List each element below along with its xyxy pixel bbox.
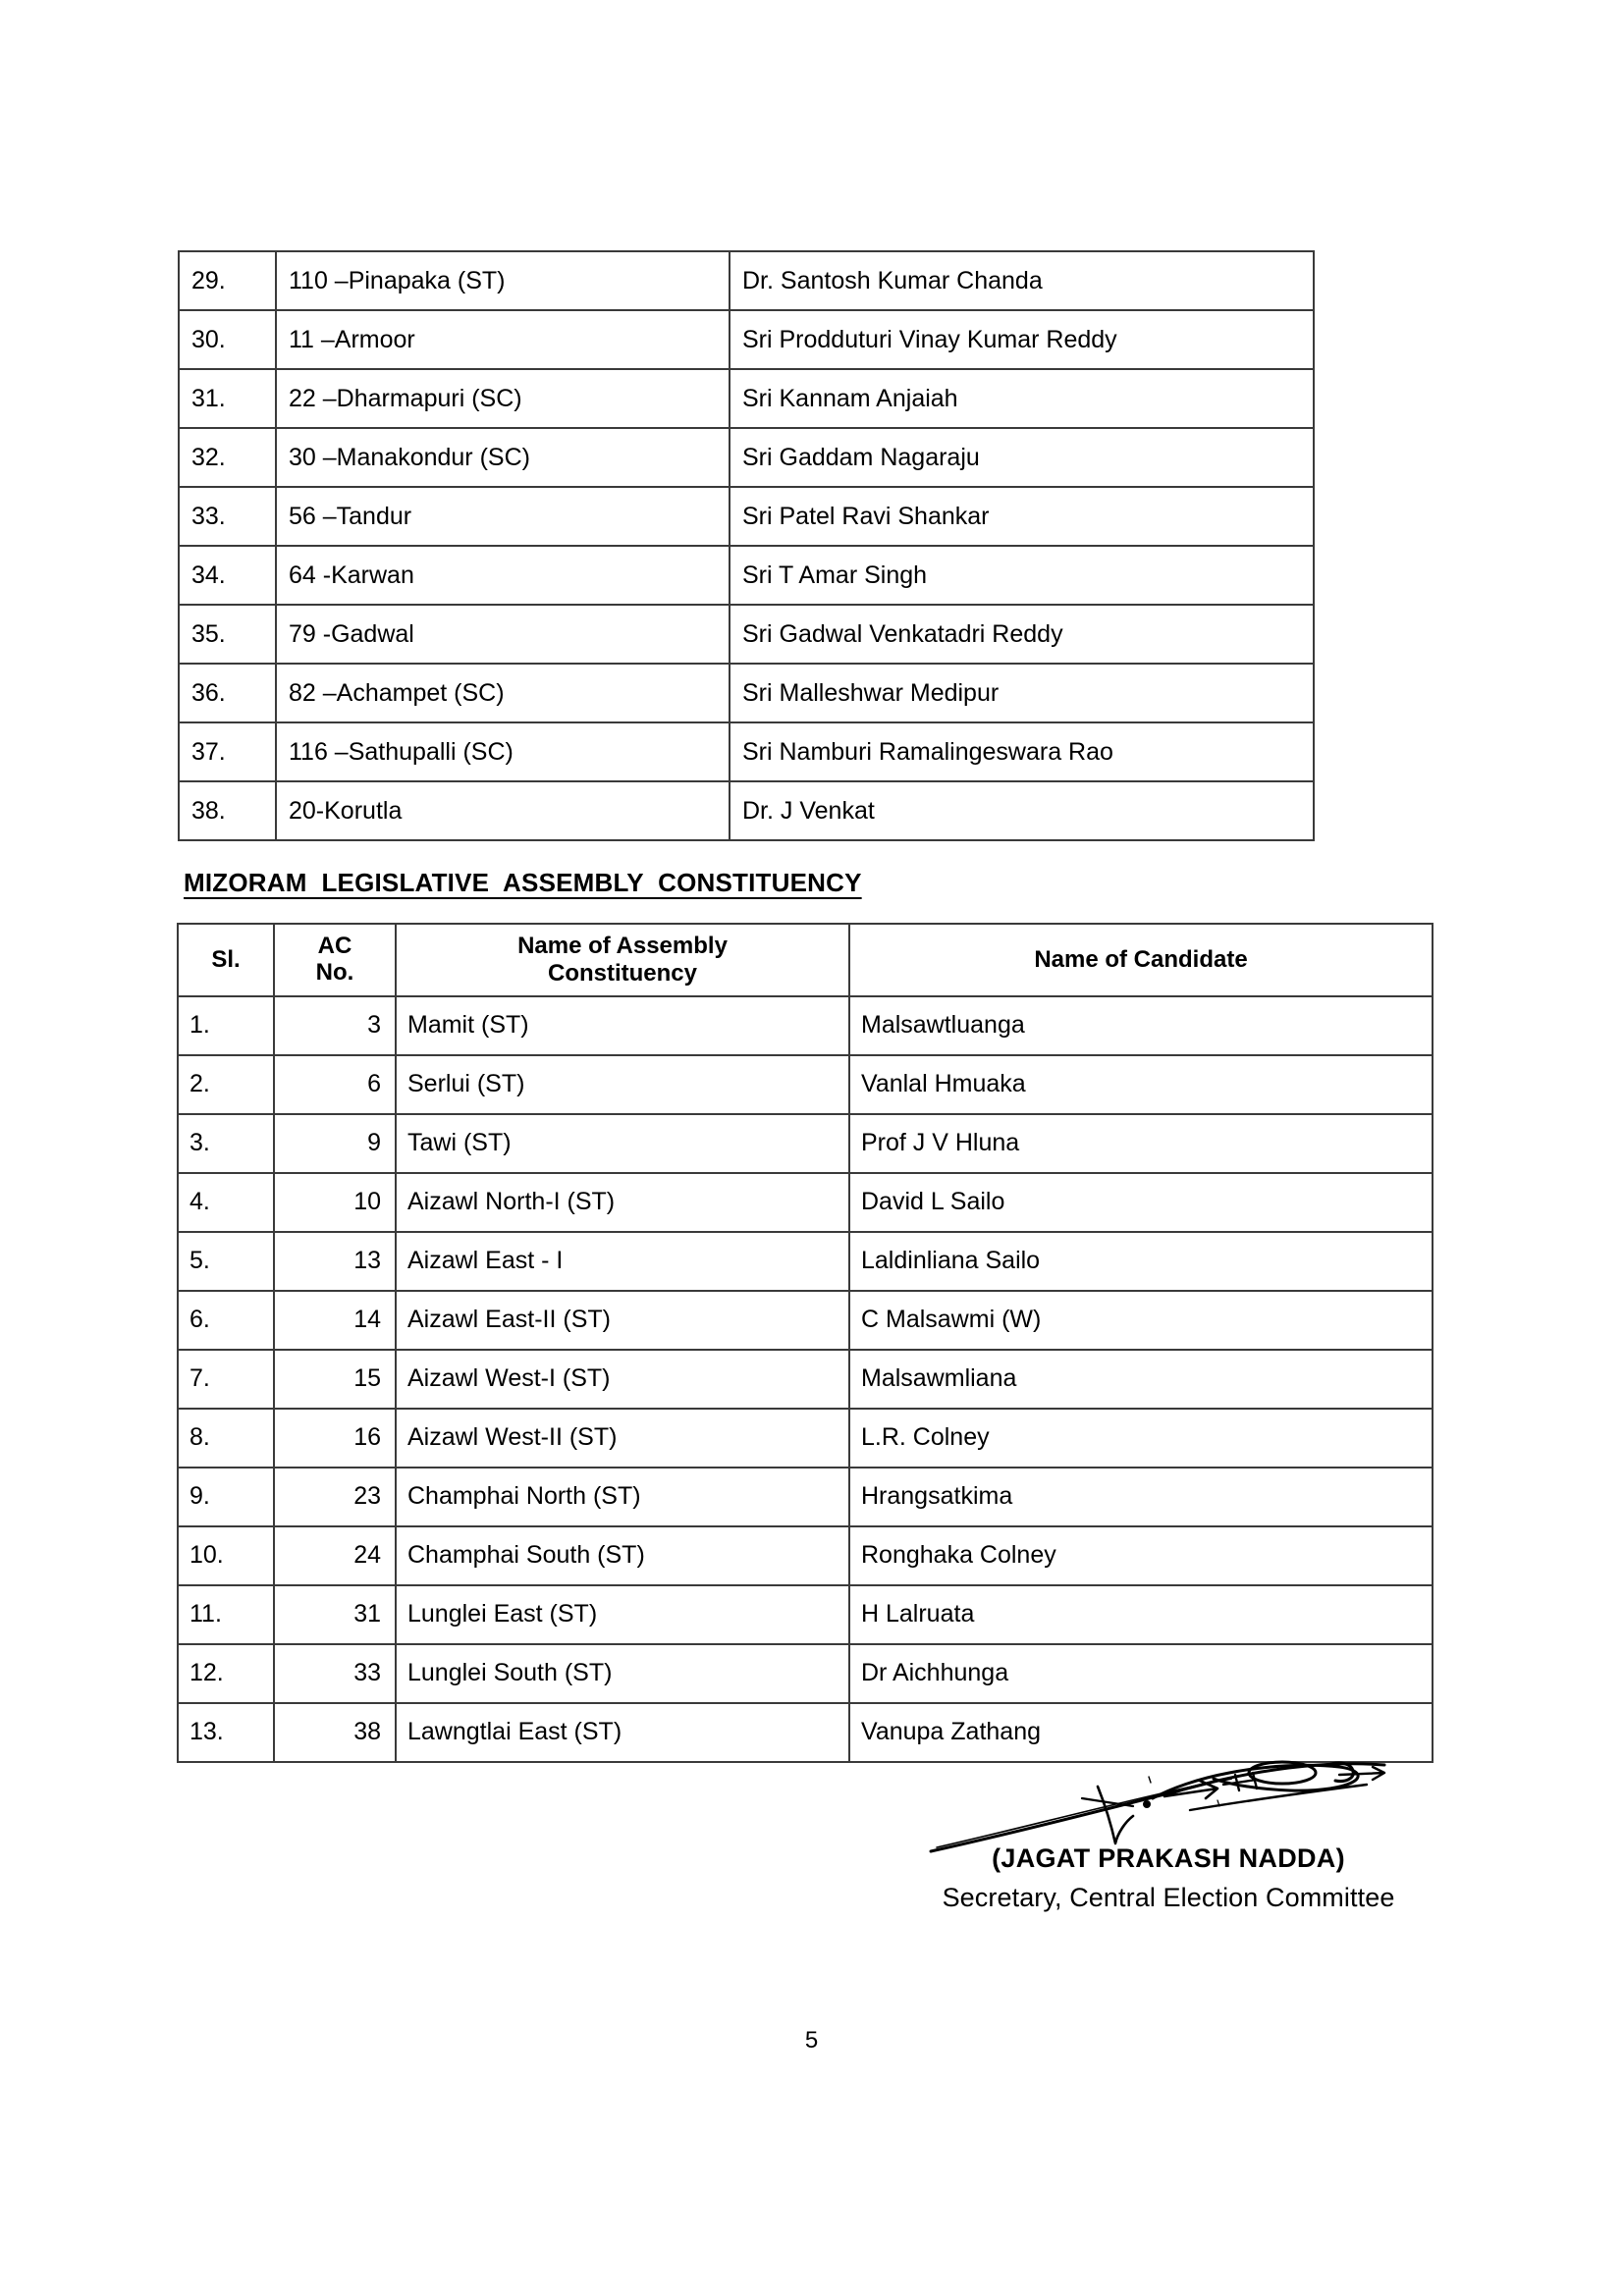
row-serial: 12. [178,1644,274,1703]
row-candidate: Vanlal Hmuaka [849,1055,1433,1114]
row-serial: 38. [179,781,276,840]
row-constituency: 20-Korutla [276,781,730,840]
row-serial: 8. [178,1409,274,1468]
table-row [179,310,1314,369]
column-header-sl: Sl. [178,924,274,996]
row-constituency: Aizawl West-I (ST) [396,1350,849,1409]
table-row [178,1526,1433,1585]
table-row [178,996,1433,1055]
table-row [178,1173,1433,1232]
row-serial: 29. [179,251,276,310]
mizoram-table-body [178,996,1433,1762]
row-serial: 35. [179,605,276,664]
row-constituency: Serlui (ST) [396,1055,849,1114]
row-constituency: Champhai North (ST) [396,1468,849,1526]
row-constituency: Aizawl West-II (ST) [396,1409,849,1468]
row-ac-number: 10 [274,1173,396,1232]
row-constituency: Lawngtlai East (ST) [396,1703,849,1762]
row-serial: 37. [179,722,276,781]
row-constituency: Aizawl East - I [396,1232,849,1291]
row-constituency: Aizawl East-II (ST) [396,1291,849,1350]
row-candidate: Malsawtluanga [849,996,1433,1055]
row-serial: 34. [179,546,276,605]
table-row [178,1468,1433,1526]
row-constituency: Lunglei East (ST) [396,1585,849,1644]
row-constituency: Aizawl North-I (ST) [396,1173,849,1232]
row-serial: 4. [178,1173,274,1232]
row-constituency: 30 –Manakondur (SC) [276,428,730,487]
table-row [179,664,1314,722]
row-candidate: Dr Aichhunga [849,1644,1433,1703]
row-candidate: Sri Patel Ravi Shankar [730,487,1314,546]
row-ac-number: 16 [274,1409,396,1468]
row-serial: 11. [178,1585,274,1644]
row-constituency: 116 –Sathupalli (SC) [276,722,730,781]
signature-dot [1143,1800,1151,1808]
table-row [179,605,1314,664]
row-candidate: Hrangsatkima [849,1468,1433,1526]
row-constituency: Mamit (ST) [396,996,849,1055]
row-candidate: David L Sailo [849,1173,1433,1232]
row-serial: 36. [179,664,276,722]
row-candidate: Sri Gaddam Nagaraju [730,428,1314,487]
row-constituency: 82 –Achampet (SC) [276,664,730,722]
row-ac-number: 14 [274,1291,396,1350]
row-constituency: 22 –Dharmapuri (SC) [276,369,730,428]
row-constituency: Tawi (ST) [396,1114,849,1173]
table-row [178,1232,1433,1291]
table-row [179,546,1314,605]
column-header-constituency-line1: Name of Assembly [517,932,728,959]
row-constituency: Champhai South (ST) [396,1526,849,1585]
row-constituency: 11 –Armoor [276,310,730,369]
handwritten-signature-icon [923,1749,1473,1857]
row-ac-number: 3 [274,996,396,1055]
row-serial: 2. [178,1055,274,1114]
column-header-constituency [396,924,849,996]
row-serial: 3. [178,1114,274,1173]
column-header-ac-no-line2: No. [315,959,354,986]
table-row [178,1350,1433,1409]
row-candidate: Sri T Amar Singh [730,546,1314,605]
row-candidate: Sri Gadwal Venkatadri Reddy [730,605,1314,664]
row-candidate: Sri Namburi Ramalingeswara Rao [730,722,1314,781]
row-candidate: Laldinliana Sailo [849,1232,1433,1291]
table-row [178,1409,1433,1468]
column-header-ac-no-line1: AC [317,933,352,960]
table-row [178,1585,1433,1644]
row-ac-number: 38 [274,1703,396,1762]
row-candidate: Sri Kannam Anjaiah [730,369,1314,428]
row-candidate: C Malsawmi (W) [849,1291,1433,1350]
row-candidate: H Lalruata [849,1585,1433,1644]
table-row [179,369,1314,428]
table-header-row [178,924,1433,996]
row-candidate: Sri Malleshwar Medipur [730,664,1314,722]
table-row [178,1114,1433,1173]
mizoram-table-header [178,924,1433,996]
row-ac-number: 23 [274,1468,396,1526]
page-number: 5 [804,2027,819,2054]
row-serial: 10. [178,1526,274,1585]
row-serial: 1. [178,996,274,1055]
row-serial: 31. [179,369,276,428]
row-candidate: Vanupa Zathang [849,1703,1433,1762]
row-serial: 7. [178,1350,274,1409]
row-candidate: L.R. Colney [849,1409,1433,1468]
row-ac-number: 24 [274,1526,396,1585]
telangana-table-body [179,251,1314,840]
table-row [178,1291,1433,1350]
row-ac-number: 9 [274,1114,396,1173]
row-serial: 9. [178,1468,274,1526]
row-candidate: Sri Prodduturi Vinay Kumar Reddy [730,310,1314,369]
table-row [179,722,1314,781]
row-constituency: 64 -Karwan [276,546,730,605]
table-row [179,251,1314,310]
row-serial: 13. [178,1703,274,1762]
row-serial: 30. [179,310,276,369]
row-ac-number: 31 [274,1585,396,1644]
row-candidate: Malsawmliana [849,1350,1433,1409]
row-ac-number: 15 [274,1350,396,1409]
row-constituency: 79 -Gadwal [276,605,730,664]
row-candidate: Prof J V Hluna [849,1114,1433,1173]
column-header-candidate: Name of Candidate [849,924,1433,996]
row-ac-number: 6 [274,1055,396,1114]
table-row [179,428,1314,487]
signatory-name: (JAGAT PRAKASH NADDA) [992,1843,1345,1873]
column-header-constituency-line2: Constituency [547,960,697,987]
row-ac-number: 33 [274,1644,396,1703]
telangana-constituency-table [178,250,1315,841]
row-serial: 6. [178,1291,274,1350]
table-row [178,1055,1433,1114]
table-row [179,487,1314,546]
signatory-role: Secretary, Central Election Committee [942,1883,1395,1912]
row-constituency: 56 –Tandur [276,487,730,546]
table-row [178,1644,1433,1703]
signature-block [864,1757,1473,1913]
mizoram-constituency-table [177,923,1434,1763]
row-candidate: Dr. Santosh Kumar Chanda [730,251,1314,310]
row-serial: 32. [179,428,276,487]
table-row [179,781,1314,840]
row-serial: 5. [178,1232,274,1291]
row-candidate: Dr. J Venkat [730,781,1314,840]
column-header-ac-no [274,924,396,996]
row-constituency: 110 –Pinapaka (ST) [276,251,730,310]
row-constituency: Lunglei South (ST) [396,1644,849,1703]
row-candidate: Ronghaka Colney [849,1526,1433,1585]
row-ac-number: 13 [274,1232,396,1291]
mizoram-section-heading: MIZORAM LEGISLATIVE ASSEMBLY CONSTITUENCY [184,868,862,897]
table-row [178,1703,1433,1762]
row-serial: 33. [179,487,276,546]
